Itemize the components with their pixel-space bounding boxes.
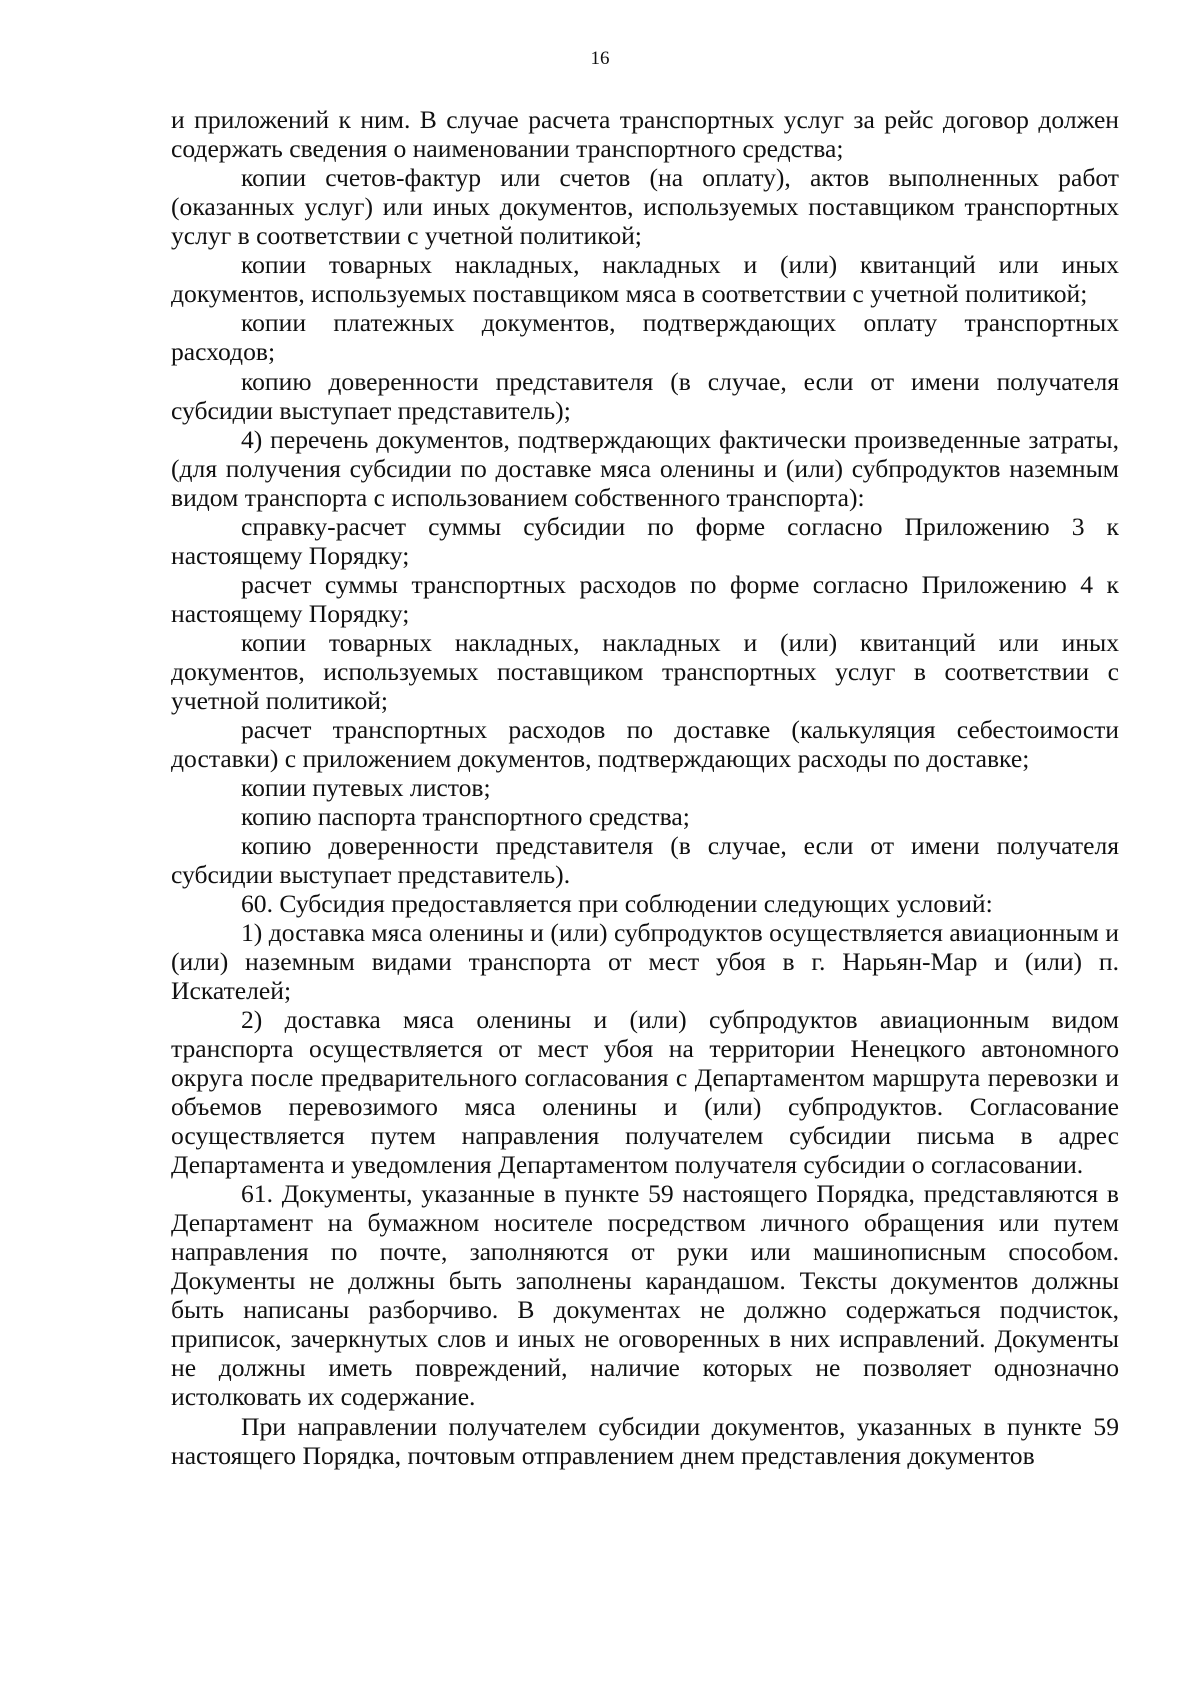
- paragraph-delivery-costing: расчет транспортных расходов по доставке (калькуляция себестоимости доставки) с приложением документов, подтверждающих расходы по доставке;: [171, 715, 1119, 773]
- paragraph-route-sheets: копии путевых листов;: [241, 773, 491, 802]
- paragraph-invoice-copies: копии счетов-фактур или счетов (на оплату), актов выполненных работ (оказанных услуг) или иных документов, используемых поставщиком транспортных услуг в соответствии с учетной политикой;: [171, 163, 1119, 250]
- paragraph-subsidy-calculation: справку-расчет суммы субсидии по форме согласно Приложению 3 к настоящему Порядку;: [171, 512, 1119, 570]
- paragraph-clause-61: 61. Документы, указанные в пункте 59 настоящего Порядка, представляются в Департамент на бумажном носителе посредством личного обращения или путем направления по почте, заполняются от руки или машинописным способом. Документы не должны быть заполнены карандашом. Тексты документов должны быть написаны разборчиво. В документах не должно содержаться подчисток, приписок, зачеркнутых слов и иных не оговоренных в них исправлений. Документы не должны иметь повреждений, наличие которых не позволяет однозначно истолковать их содержание.: [171, 1179, 1119, 1411]
- paragraph-clause-60: 60. Субсидия предоставляется при соблюдении следующих условий:: [241, 889, 993, 918]
- paragraph-payment-documents: копии платежных документов, подтверждающих оплату транспортных расходов;: [171, 308, 1119, 366]
- page-number: 16: [590, 48, 610, 69]
- paragraph-postal-submission: При направлении получателем субсидии документов, указанных в пункте 59 настоящего Порядка, почтовым отправлением днем представления документов: [171, 1412, 1119, 1470]
- paragraph-vehicle-passport: копию паспорта транспортного средства;: [241, 802, 690, 831]
- paragraph-waybill-copies-transport: копии товарных накладных, накладных и (или) квитанций или иных документов, используемых поставщиком транспортных услуг в соответствии с учетной политикой;: [171, 628, 1119, 715]
- paragraph-power-of-attorney-2: копию доверенности представителя (в случае, если от имени получателя субсидии выступает представитель).: [171, 831, 1119, 889]
- document-body: [171, 105, 1119, 1470]
- paragraph-clause-60-item-2: 2) доставка мяса оленины и (или) субпродуктов авиационным видом транспорта осуществляется от мест убоя на территории Ненецкого автономного округа после предварительного согласования с Департаментом маршрута перевозки и объемов перевозимого мяса оленины и (или) субпродуктов. Согласование осуществляется путем направления получателем субсидии письма в адрес Департамента и уведомления Департаментом получателя субсидии о согласовании.: [171, 1005, 1119, 1179]
- paragraph-waybill-copies-meat: копии товарных накладных, накладных и (или) квитанций или иных документов, используемых поставщиком мяса в соответствии с учетной политикой;: [171, 250, 1119, 308]
- paragraph-item-4-list: 4) перечень документов, подтверждающих фактически произведенные затраты, (для получения субсидии по доставке мяса оленины и (или) субпродуктов наземным видом транспорта с использованием собственного транспорта):: [171, 425, 1119, 512]
- paragraph-continuation: и приложений к ним. В случае расчета транспортных услуг за рейс договор должен содержать сведения о наименовании транспортного средства;: [171, 105, 1119, 163]
- paragraph-power-of-attorney: копию доверенности представителя (в случае, если от имени получателя субсидии выступает представитель);: [171, 367, 1119, 425]
- paragraph-transport-expenses-calculation: расчет суммы транспортных расходов по форме согласно Приложению 4 к настоящему Порядку;: [171, 570, 1119, 628]
- paragraph-clause-60-item-1: 1) доставка мяса оленины и (или) субпродуктов осуществляется авиационным и (или) наземным видами транспорта от мест убоя в г. Нарьян-Мар и (или) п. Искателей;: [171, 918, 1119, 1005]
